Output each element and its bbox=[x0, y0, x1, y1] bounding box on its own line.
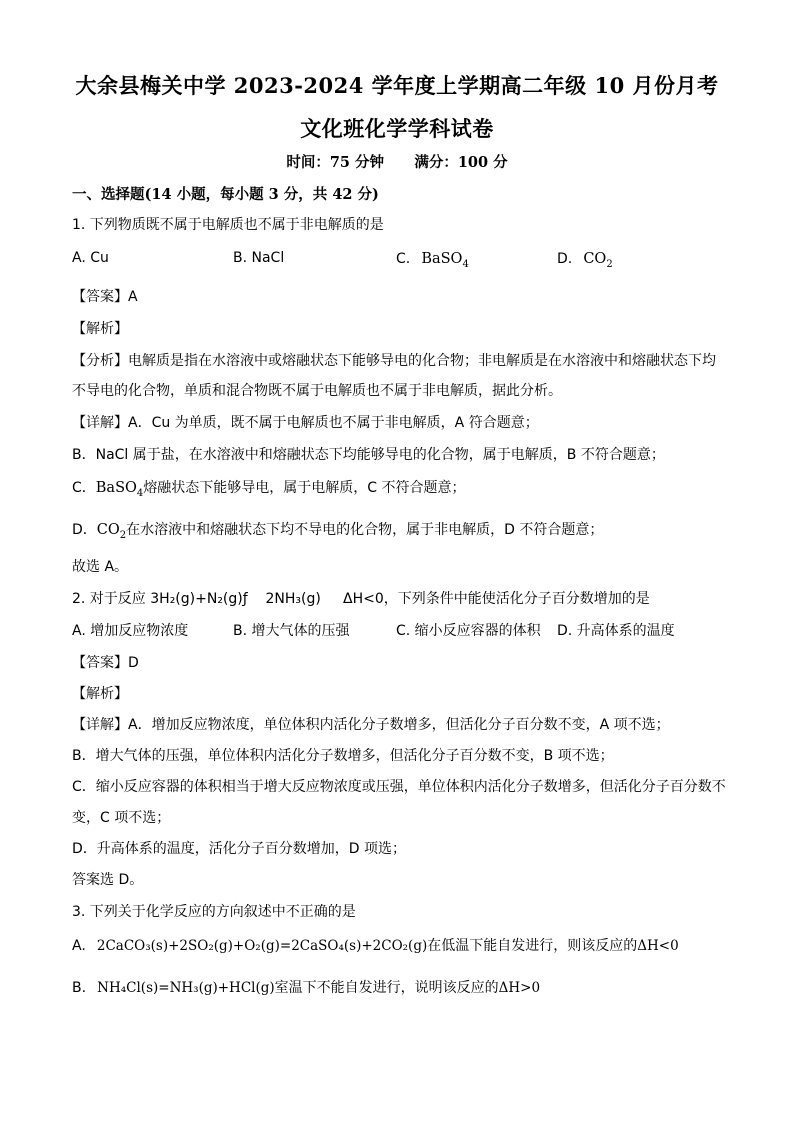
q2-option-a: A. 增加反应物浓度 bbox=[72, 623, 189, 639]
section-heading: 一、选择题(14 小题，每小题 3 分，共 42 分) bbox=[72, 186, 379, 203]
q2-option-c: C. 缩小反应容器的体积 bbox=[396, 623, 541, 639]
q2-option-b: B. 增大气体的压强 bbox=[233, 623, 350, 639]
q1-analysis-label: 【解析】 bbox=[72, 321, 128, 337]
q1-option-c-formula: BaSO bbox=[421, 251, 463, 267]
q1-option-d bbox=[557, 248, 613, 270]
q1-detail-c-formula: BaSO bbox=[95, 480, 137, 496]
q1-option-d-formula: CO bbox=[583, 251, 607, 267]
q1-detail-b: B．NaCl 属于盐，在水溶液中和熔融状态下均能够导电的化合物，属于电解质，B 不符合题意； bbox=[72, 447, 665, 463]
q1-option-c-sub: 4 bbox=[462, 259, 469, 271]
q2-answer: 【答案】D bbox=[72, 655, 139, 671]
q1-option-d-sub: 2 bbox=[606, 259, 613, 271]
q2-option-d: D. 升高体系的温度 bbox=[557, 623, 675, 639]
q1-detail-d-sub: 2 bbox=[119, 530, 127, 542]
q1-option-c-label: C. bbox=[396, 251, 411, 267]
q1-conclusion: 故选 A。 bbox=[72, 559, 129, 575]
q3-option-b-label: B. bbox=[72, 980, 87, 996]
q3-stem: 3. 下列关于化学反应的方向叙述中不正确的是 bbox=[72, 904, 356, 920]
q1-detail-d-formula: CO bbox=[96, 522, 120, 538]
q2-detail-c-line2: 变，C 项不选； bbox=[72, 810, 171, 826]
q1-detail-d-label: D． bbox=[72, 522, 97, 538]
q3-option-b bbox=[72, 977, 540, 997]
q1-fenxi-line2: 不导电的化合物，单质和混合物既不属于电解质也不属于非电解质，据此分析。 bbox=[72, 383, 562, 399]
q1-detail-c-text: 熔融状态下能够导电，属于电解质，C 不符合题意； bbox=[143, 480, 466, 496]
q3-option-b-formula: NH₄Cl(s)=NH₃(g)+HCl(g) bbox=[97, 980, 275, 996]
q1-fenxi-line1: 【分析】电解质是指在水溶液中或熔融状态下能够导电的化合物；非电解质是在水溶液中和熔融状态下均 bbox=[72, 353, 716, 369]
exam-title-line2: 文化班化学学科试卷 bbox=[300, 116, 494, 141]
q1-detail-c-sub: 4 bbox=[136, 488, 144, 500]
q1-option-c bbox=[396, 248, 469, 270]
q2-detail-c-line1: C．缩小反应容器的体积相当于增大反应物浓度或压强，单位体积内活化分子数增多，但活化分子百分数不 bbox=[72, 779, 726, 795]
q3-option-a-text: 在低温下能自发进行，则该反应的 bbox=[427, 938, 638, 954]
q2-conclusion: 答案选 D。 bbox=[72, 872, 144, 888]
q2-detail-b: B．增大气体的压强，单位体积内活化分子数增多，但活化分子百分数不变，B 项不选； bbox=[72, 748, 614, 764]
q3-option-b-text: 室温下不能自发进行，说明该反应的 bbox=[274, 980, 499, 996]
q3-option-a-label: A. bbox=[72, 938, 86, 954]
exam-title-line1: 大余县梅关中学 2023-2024 学年度上学期高二年级 10 月份月考 bbox=[75, 73, 719, 98]
q1-option-a: A. Cu bbox=[72, 250, 109, 266]
q1-answer: 【答案】A bbox=[72, 289, 138, 305]
q3-option-a-formula: 2CaCO₃(s)+2SO₂(g)+O₂(g)=2CaSO₄(s)+2CO₂(g) bbox=[96, 938, 428, 954]
q2-detail-d: D．升高体系的温度，活化分子百分数增加，D 项选； bbox=[72, 841, 407, 857]
exam-meta: 时间：75 分钟 满分：100 分 bbox=[286, 154, 508, 171]
q2-analysis-label: 【解析】 bbox=[72, 686, 128, 702]
q2-detail-a: 【详解】A．增加反应物浓度，单位体积内活化分子数增多，但活化分子百分数不变，A 项不选； bbox=[72, 717, 670, 733]
q1-detail-c-label: C． bbox=[72, 480, 96, 496]
q3-option-b-tail: ΔH>0 bbox=[498, 980, 541, 996]
q3-option-a-tail: ΔH<0 bbox=[637, 938, 679, 954]
q1-detail-d bbox=[72, 519, 603, 541]
q1-detail-d-text: 在水溶液中和熔融状态下均不导电的化合物，属于非电解质，D 不符合题意； bbox=[126, 522, 604, 538]
q1-detail-a: 【详解】A．Cu 为单质，既不属于电解质也不属于非电解质，A 符合题意； bbox=[72, 415, 539, 431]
q1-option-b: B. NaCl bbox=[233, 250, 285, 266]
q2-stem: 2. 对于反应 3H₂(g)+N₂(g)ƒ 2NH₃(g) ΔH<0，下列条件中能使活化分子百分数增加的是 bbox=[72, 591, 650, 607]
q1-option-d-label: D. bbox=[557, 251, 573, 267]
q1-detail-c bbox=[72, 477, 466, 499]
q1-stem: 1. 下列物质既不属于电解质也不属于非电解质的是 bbox=[72, 217, 384, 233]
q3-option-a bbox=[72, 935, 679, 955]
